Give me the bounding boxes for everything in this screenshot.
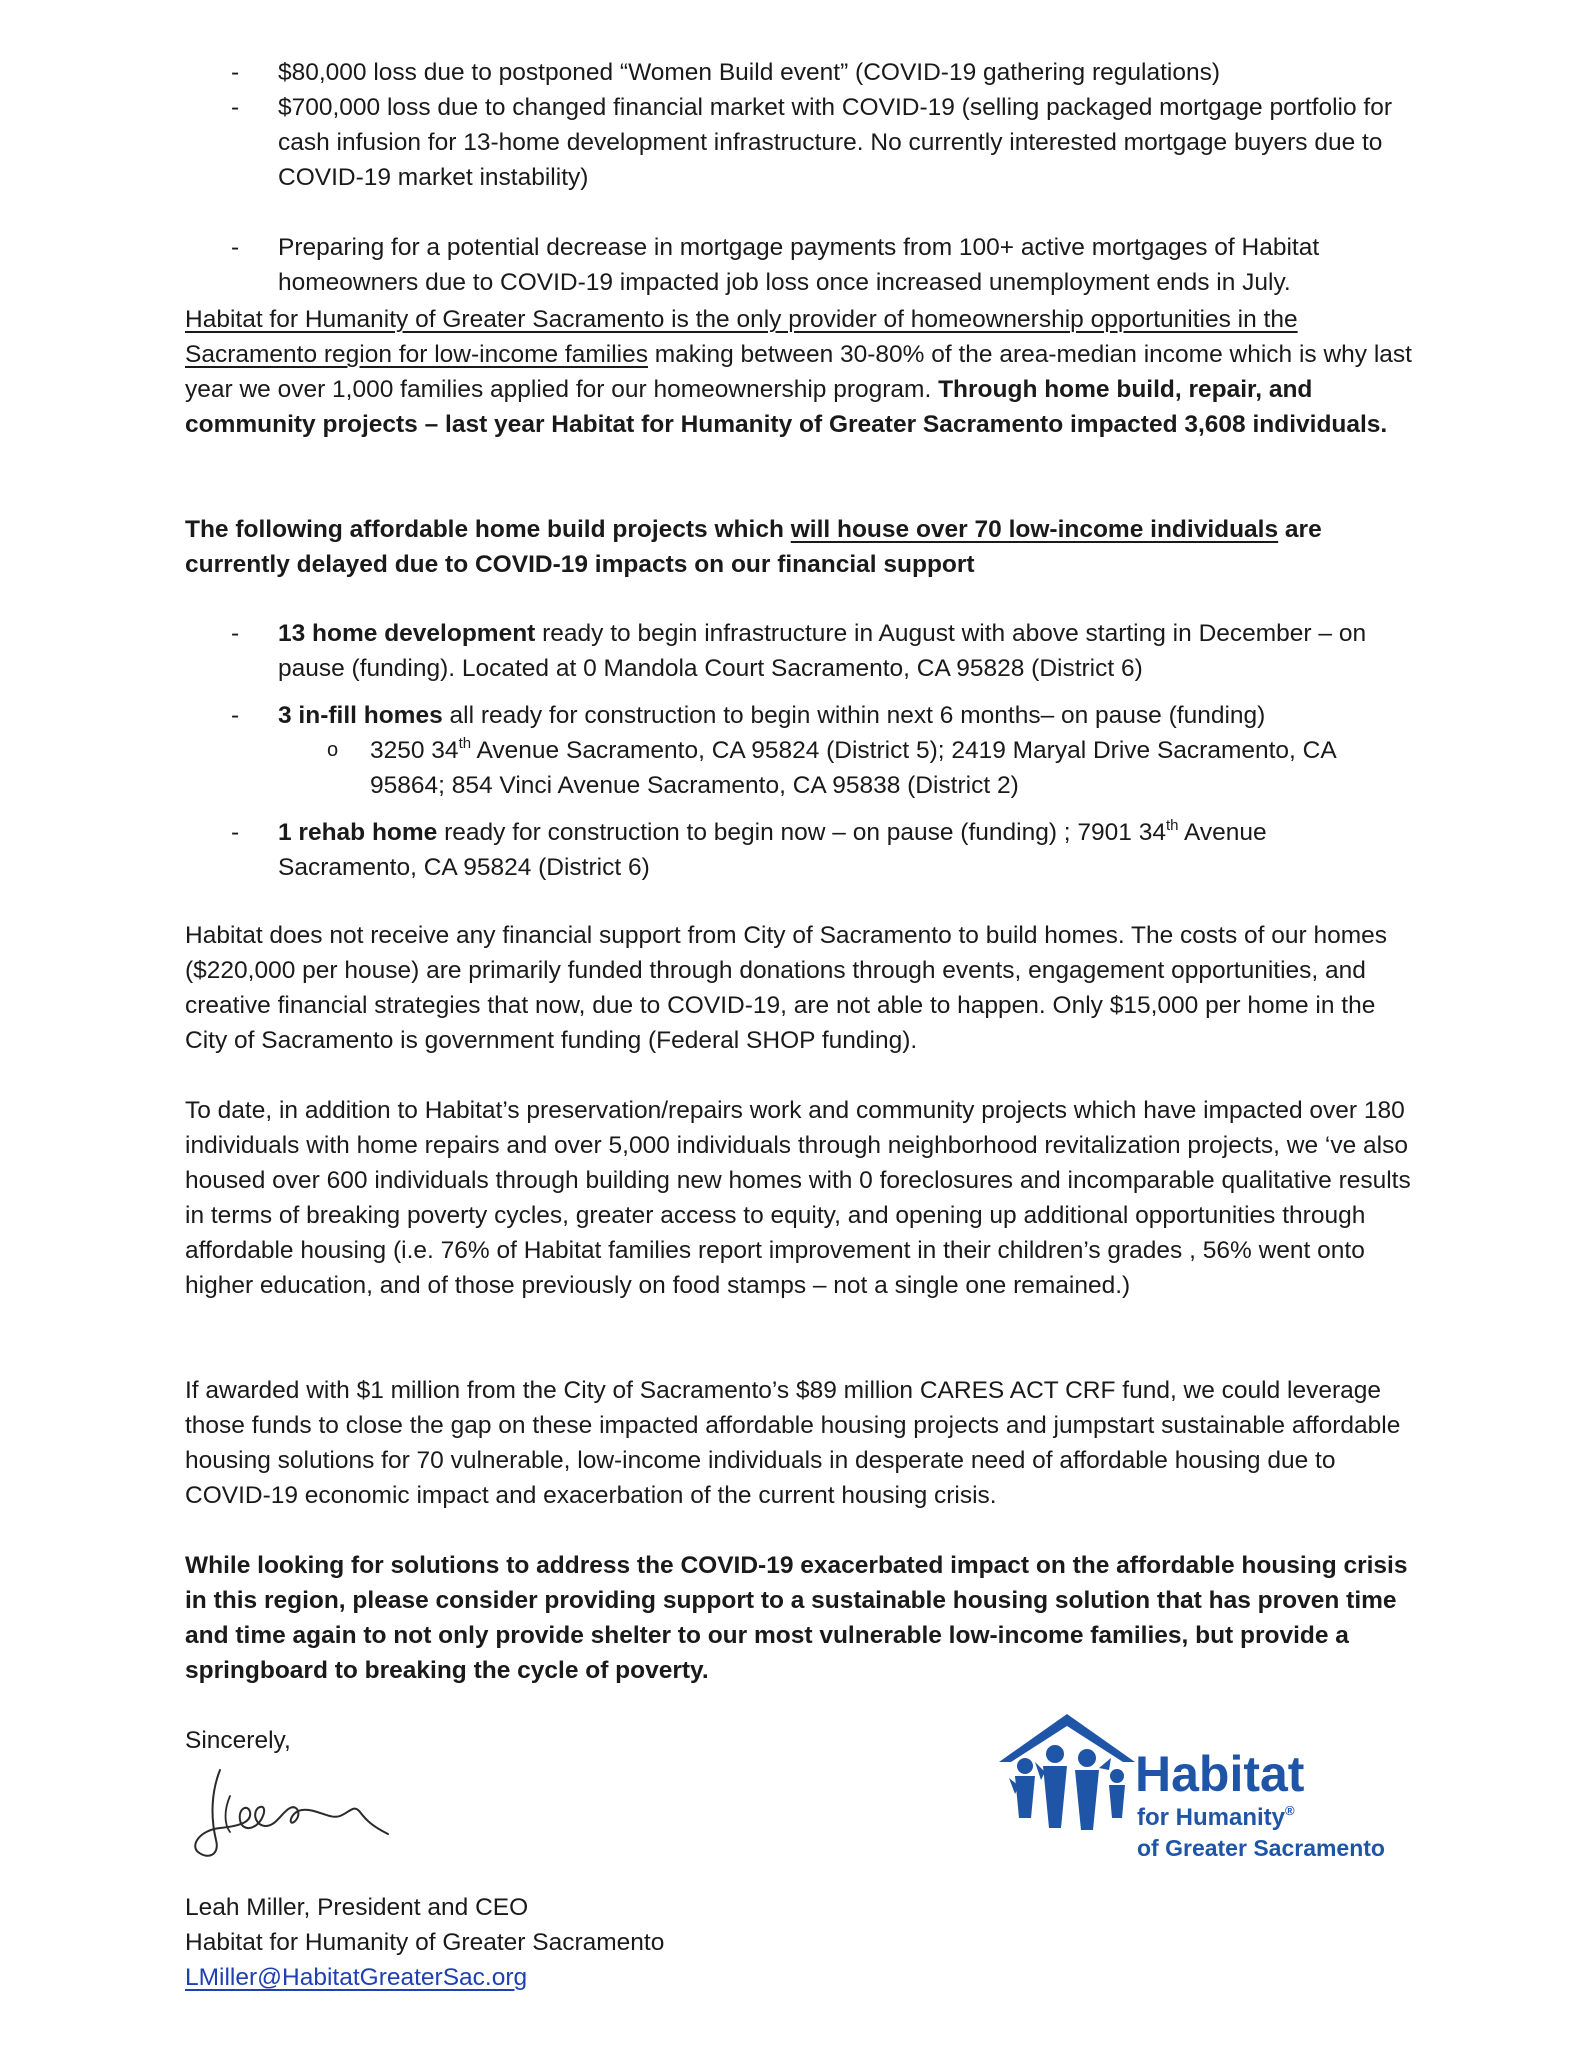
logo-subtitle-text: for Humanity [1137,1804,1286,1831]
impact-paragraph [185,1093,1415,1303]
dash-bullet: - [231,819,240,846]
paragraph-text: Habitat does not receive any financial support from City of Sacramento to build homes. The costs of our homes ($220,000 per house) are primarily funded through donations through events, engagement opportunities, and creative financial strategies that now, due to COVID-19, are not able to happen. Only $15,000 per home in the City of Sacramento is government funding (Federal SHOP funding). [185,922,1388,1054]
dash-bullet: - [231,59,240,86]
ordinal-suffix: th [1165,817,1179,834]
bold-statement: Through home build, repair, and community projects – last year Habitat for Humanity of Greater Sacramento impacted 3,608 individuals. [185,376,1388,438]
email-link[interactable]: LMiller@HabitatGreaterSac.org [185,1964,528,1991]
bullet-text: Preparing for a potential decrease in mortgage payments from 100+ active mortgages of Habitat homeowners due to COVID-19 impacted job loss once increased unemployment ends in July. [278,234,1320,296]
project-details: ready to begin infrastructure in August with above starting in December – on pause (funding). Located at 0 Mandola Court Sacramento, CA 95828 (District 6) [278,620,1367,682]
appeal-paragraph [185,1548,1415,1688]
bullet-text [370,733,1415,803]
closing-text: Sincerely, [185,1727,291,1754]
project-name: 1 rehab home [278,819,438,846]
paragraph-text: While looking for solutions to address the COVID-19 exacerbated impact on the affordable housing crisis in this region, please consider providing support to a sustainable housing solution that has proven time and time again to not only provide shelter to our most vulnerable low-income families, but provide a springboard to breaking the cycle of poverty. [185,1552,1408,1684]
address-text: Avenue Sacramento, CA 95824 (District 5); 2419 Maryal Drive Sacramento, CA 95864; 854 Vinci Avenue Sacramento, CA 95838 (District 2) [370,737,1336,799]
bullet-text [278,616,1408,686]
project-name: 3 in-fill homes [278,702,443,729]
address-text: 3250 34 [370,737,459,764]
project-name: 13 home development [278,620,536,647]
request-paragraph [185,1373,1415,1513]
logo-title: Habitat [1135,1746,1305,1802]
circle-bullet: o [327,739,339,761]
handwritten-signature [190,1760,400,1870]
habitat-logo [995,1710,1395,1880]
signer-organization: Habitat for Humanity of Greater Sacramento [185,1929,665,1956]
project-details: all ready for construction to begin within next 6 months– on pause (funding) [442,702,1266,729]
dash-bullet: - [231,234,240,261]
bullet-text [278,815,1408,885]
signer-block [185,1890,1415,1995]
bullet-text: $80,000 loss due to postponed “Women Build event” (COVID-19 gathering regulations) [278,59,1220,86]
paragraph-text: making between 30-80% of the area-median income which is why last year we over 1,000 families applied for our homeownership program. [185,341,1412,403]
underlined-statement: will house over 70 low-income individuals [790,516,1279,543]
logo-subtitle [1137,1804,1295,1832]
paragraph-text: If awarded with $1 million from the City of Sacramento’s $89 million CARES ACT CRF fund, we could leverage those funds to close the gap on these impacted affordable housing projects and jumpstart sustainable affordable housing solutions for 70 vulnerable, low-income individuals in desperate need of affordable housing due to COVID-19 economic impact and exacerbation of the current housing crisis. [185,1377,1401,1509]
project-details: Avenue Sacramento, CA 95824 (District 6) [278,819,1267,881]
ordinal-suffix: th [458,735,472,752]
paragraph-text: To date, in addition to Habitat’s preservation/repairs work and community projects which have impacted over 180 individuals with home repairs and over 5,000 individuals through neighborhood revitalization projects, we ‘ve also housed over 600 individuals through building new homes with 0 foreclosures and incomparable qualitative results in terms of breaking poverty cycles, greater access to equity, and opening up additional opportunities through affordable housing (i.e. 76% of Habitat families report improvement in their children’s grades , 56% went onto higher education, and of those previously on food stamps – not a single one remained.) [185,1097,1411,1299]
dash-bullet: - [231,620,240,647]
registered-mark: ® [1285,1803,1295,1818]
bullet-text: $700,000 loss due to changed financial market with COVID-19 (selling packaged mortgage portfolio for cash infusion for 13-home development infrastructure. No currently interested mortgage buyers due to COVID-19 market instability) [278,94,1393,191]
bullet-text [278,698,1408,733]
signer-name: Leah Miller, President and CEO [185,1894,529,1921]
house-people-icon [995,1710,1145,1840]
logo-region: of Greater Sacramento [1137,1835,1385,1861]
paragraph-text: The following affordable home build projects which [185,516,791,543]
dash-bullet: - [231,702,240,729]
underlined-statement: Habitat for Humanity of Greater Sacramento is the only provider of homeownership opportunities in the Sacramento region for low-income families [185,306,1298,368]
funding-paragraph [185,918,1415,1058]
dash-bullet: - [231,94,240,121]
projects-heading-paragraph [185,512,1415,582]
intro-paragraph [185,302,1415,442]
project-details: ready for construction to begin now – on pause (funding) ; 7901 34 [437,819,1166,846]
paragraph-text: are currently delayed due to COVID-19 impacts on our financial support [185,516,1322,578]
